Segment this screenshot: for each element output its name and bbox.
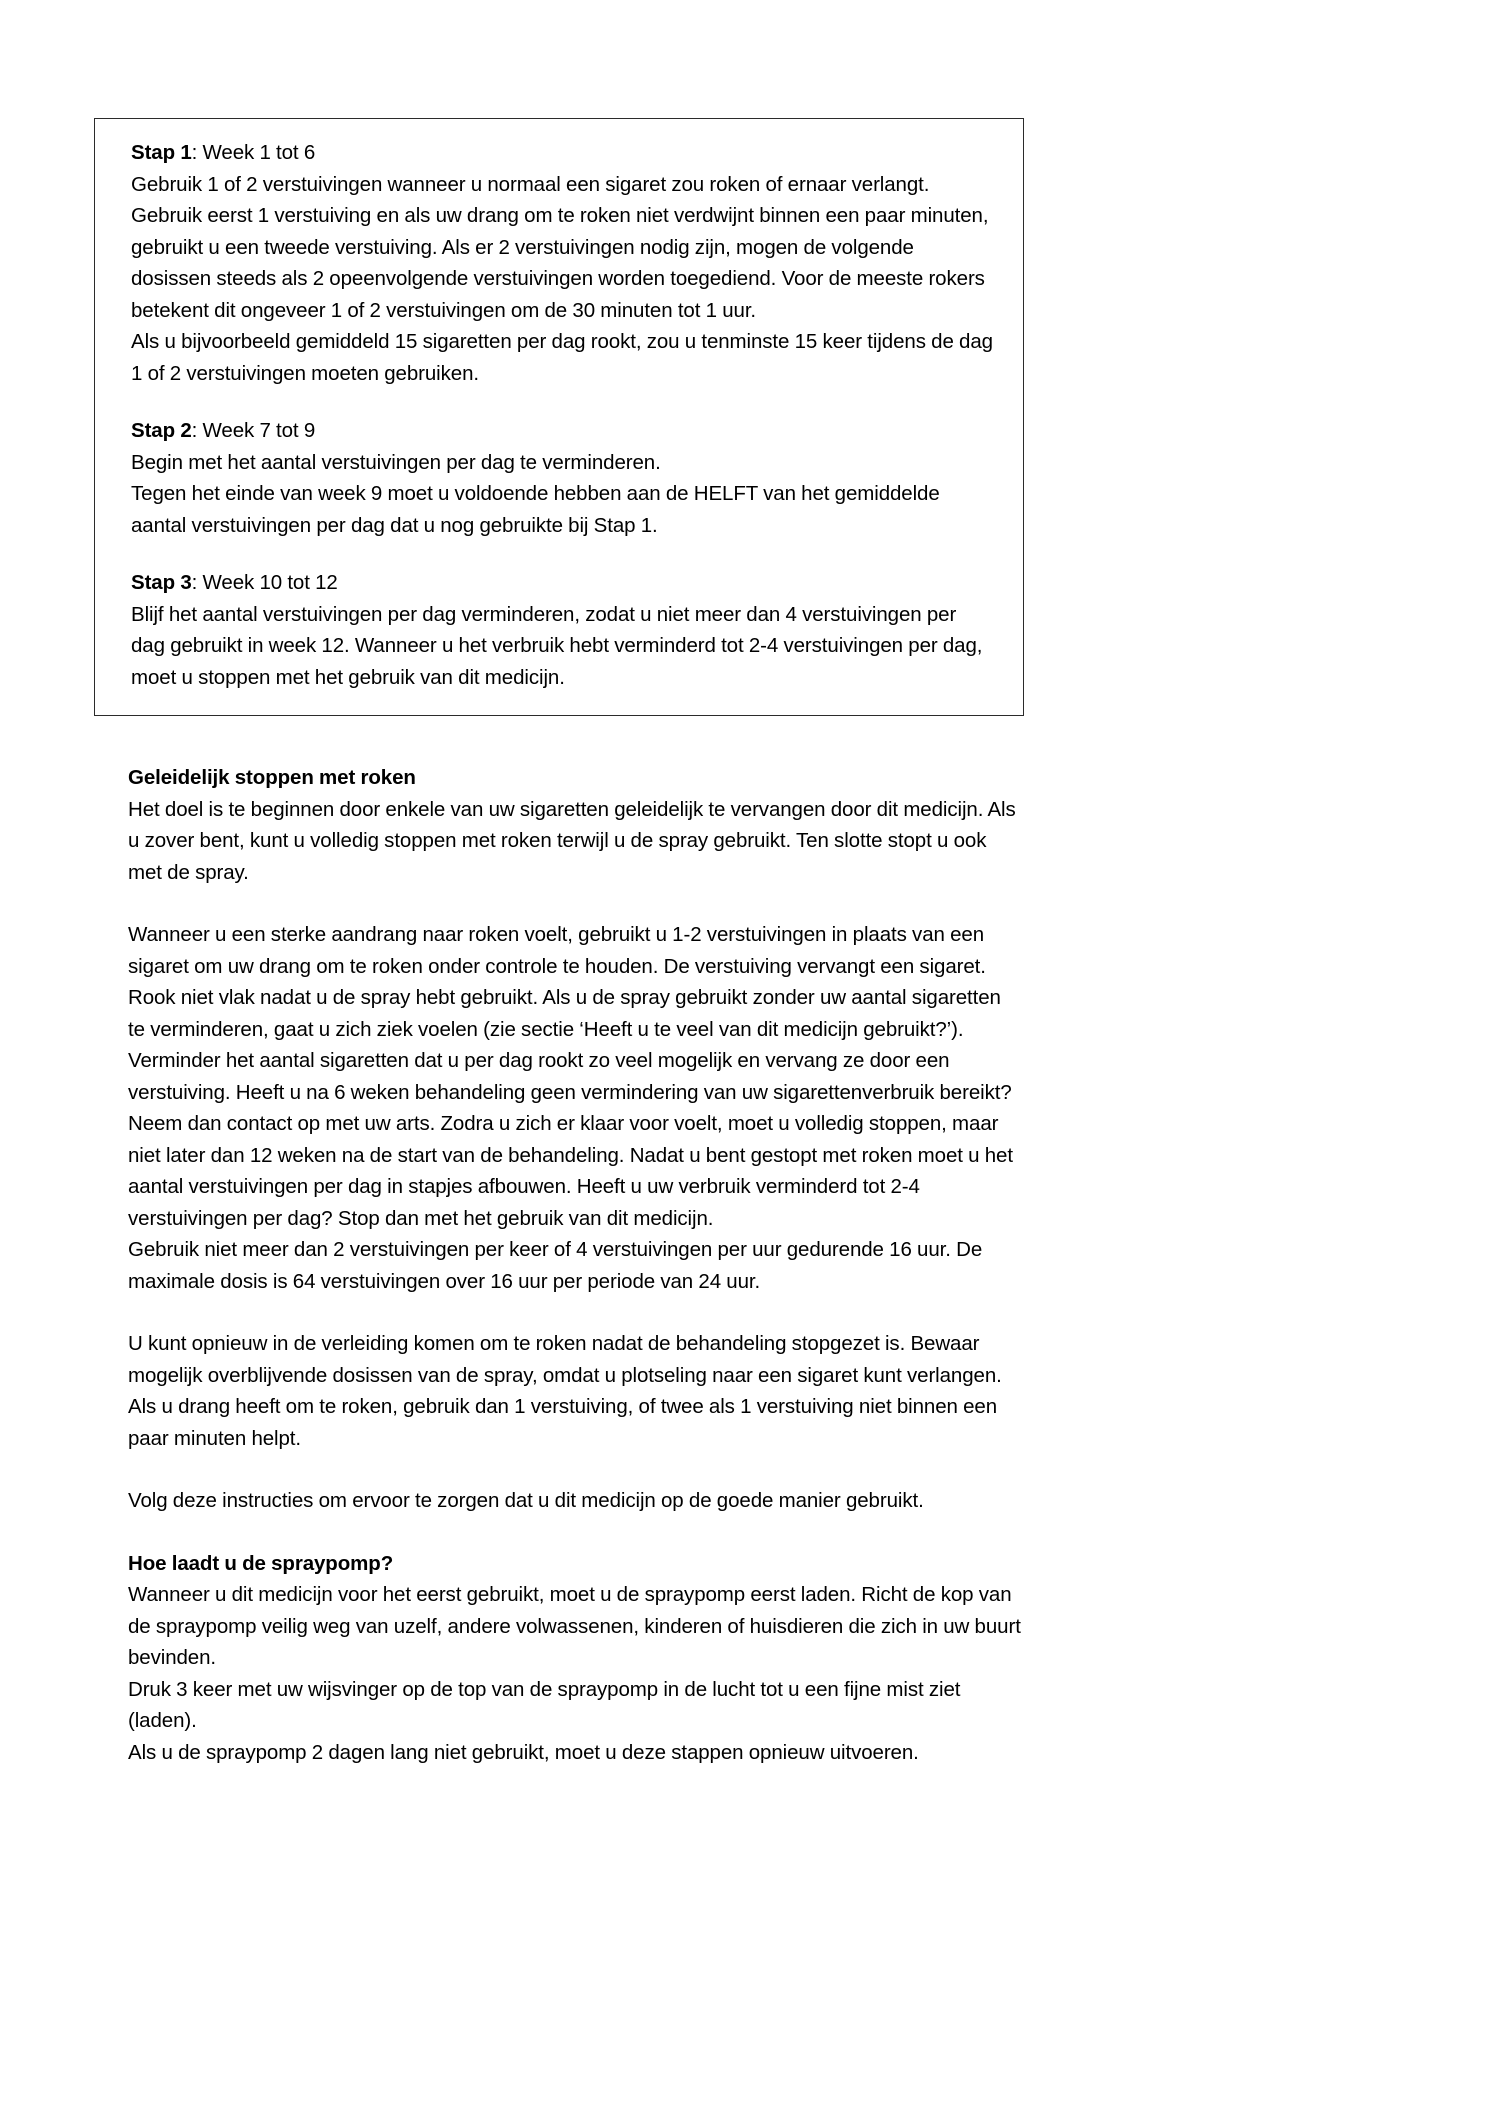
gradual-paragraph-2: Wanneer u een sterke aandrang naar roken voelt, gebruikt u 1-2 verstuivingen in plaats van een sigaret om uw drang om te roken onder controle te houden. De verstuiving vervangt een sigaret. Rook niet vlak nadat u de spray hebt gebruikt. Als u de spray gebruikt zonder uw aantal sigaretten te verminderen, gaat u zich ziek voelen (zie sectie ‘Heeft u te veel van dit medicijn gebruikt?’). Verminder het aantal sigaretten dat u per dag rookt zo veel mogelijk en vervang ze door een verstuiving. Heeft u na 6 weken behandeling geen vermindering van uw sigarettenverbruik bereikt? Neem dan contact op met uw arts. Zodra u zich er klaar voor voelt, moet u volledig stoppen, maar niet later dan 12 weken na de start van de behandeling. Nadat u bent gestopt met roken moet u het aantal verstuivingen per dag in stapjes afbouwen. Heeft u uw verbruik verminderd tot 2-4 verstuivingen per dag? Stop dan met het gebruik van dit medicijn. [128, 923, 1013, 1230]
gradual-paragraph-5: Volg deze instructies om ervoor te zorgen dat u dit medicijn op de goede manier gebruikt. [128, 1489, 924, 1512]
step-2-title [131, 415, 993, 447]
section-gradual-quitting-heading: Geleidelijk stoppen met roken [128, 766, 416, 789]
step-1-title [131, 137, 993, 169]
section-priming-pump [128, 1548, 1022, 1769]
step-1-title-rest: : Week 1 tot 6 [191, 141, 316, 164]
step-3-title [131, 567, 993, 599]
dosing-steps-box [94, 118, 1024, 716]
section-priming-pump-heading: Hoe laadt u de spraypomp? [128, 1551, 394, 1575]
gradual-paragraph-4: U kunt opnieuw in de verleiding komen om te roken nadat de behandeling stopgezet is. Bewaar mogelijk overblijvende dosissen van de spray, omdat u plotseling naar een sigaret kunt verlangen. Als u drang heeft om te roken, gebruik dan 1 verstuiving, of twee als 1 verstuiving niet binnen een paar minuten helpt. [128, 1332, 1002, 1450]
step-3-title-rest: : Week 10 tot 12 [191, 571, 338, 594]
step-1-body: Gebruik 1 of 2 verstuivingen wanneer u normaal een sigaret zou roken of ernaar verlangt. Gebruik eerst 1 verstuiving en als uw drang om te roken niet verdwijnt binnen een paar minuten, gebruikt u een tweede verstuiving. Als er 2 verstuivingen nodig zijn, mogen de volgende dosissen steeds als 2 opeenvolgende verstuivingen worden toegediend. Voor de meeste rokers betekent dit ongeveer 1 of 2 verstuivingen om de 30 minuten tot 1 uur. [131, 172, 989, 322]
step-2-label: Stap 2 [131, 419, 192, 442]
step-3-label: Stap 3 [131, 571, 192, 594]
step-3-body: Blijf het aantal verstuivingen per dag verminderen, zodat u niet meer dan 4 verstuivingen per dag gebruikt in week 12. Wanneer u het verbruik hebt verminderd tot 2-4 verstuivingen per dag, moet u stoppen met het gebruik van dit medicijn. [131, 602, 983, 689]
priming-paragraph-3: Als u de spraypomp 2 dagen lang niet gebruikt, moet u deze stappen opnieuw uitvoeren. [128, 1740, 919, 1764]
step-1-body-2: Als u bijvoorbeeld gemiddeld 15 sigaretten per dag rookt, zou u tenminste 15 keer tijdens de dag 1 of 2 verstuivingen moeten gebruiken. [131, 330, 993, 385]
gradual-paragraph-3: Gebruik niet meer dan 2 verstuivingen per keer of 4 verstuivingen per uur gedurende 16 uur. De maximale dosis is 64 verstuivingen over 16 uur per periode van 24 uur. [128, 1238, 983, 1293]
page-content [128, 118, 1022, 1768]
priming-paragraph-2: Druk 3 keer met uw wijsvinger op de top van de spraypomp in de lucht tot u een fijne mist ziet (laden). [128, 1677, 961, 1732]
step-group-1 [131, 137, 993, 389]
gradual-paragraph-1: Het doel is te beginnen door enkele van uw sigaretten geleidelijk te vervangen door dit medicijn. Als u zover bent, kunt u volledig stoppen met roken terwijl u de spray gebruikt. Ten slotte stopt u ook met de spray. [128, 797, 1016, 884]
priming-paragraph-1: Wanneer u dit medicijn voor het eerst gebruikt, moet u de spraypomp eerst laden. Richt de kop van de spraypomp veilig weg van uzelf, andere volwassenen, kinderen of huisdieren die zich in uw buurt bevinden. [128, 1583, 1021, 1669]
step-group-3 [131, 567, 993, 693]
step-2-body-2: Tegen het einde van week 9 moet u voldoende hebben aan de HELFT van het gemiddelde aantal verstuivingen per dag dat u nog gebruikte bij Stap 1. [131, 482, 940, 537]
step-2-title-rest: : Week 7 tot 9 [191, 419, 316, 442]
step-1-label: Stap 1 [131, 141, 192, 164]
step-group-2 [131, 415, 993, 541]
step-2-body: Begin met het aantal verstuivingen per dag te verminderen. [131, 450, 661, 474]
section-gradual-quitting [128, 762, 1022, 1517]
